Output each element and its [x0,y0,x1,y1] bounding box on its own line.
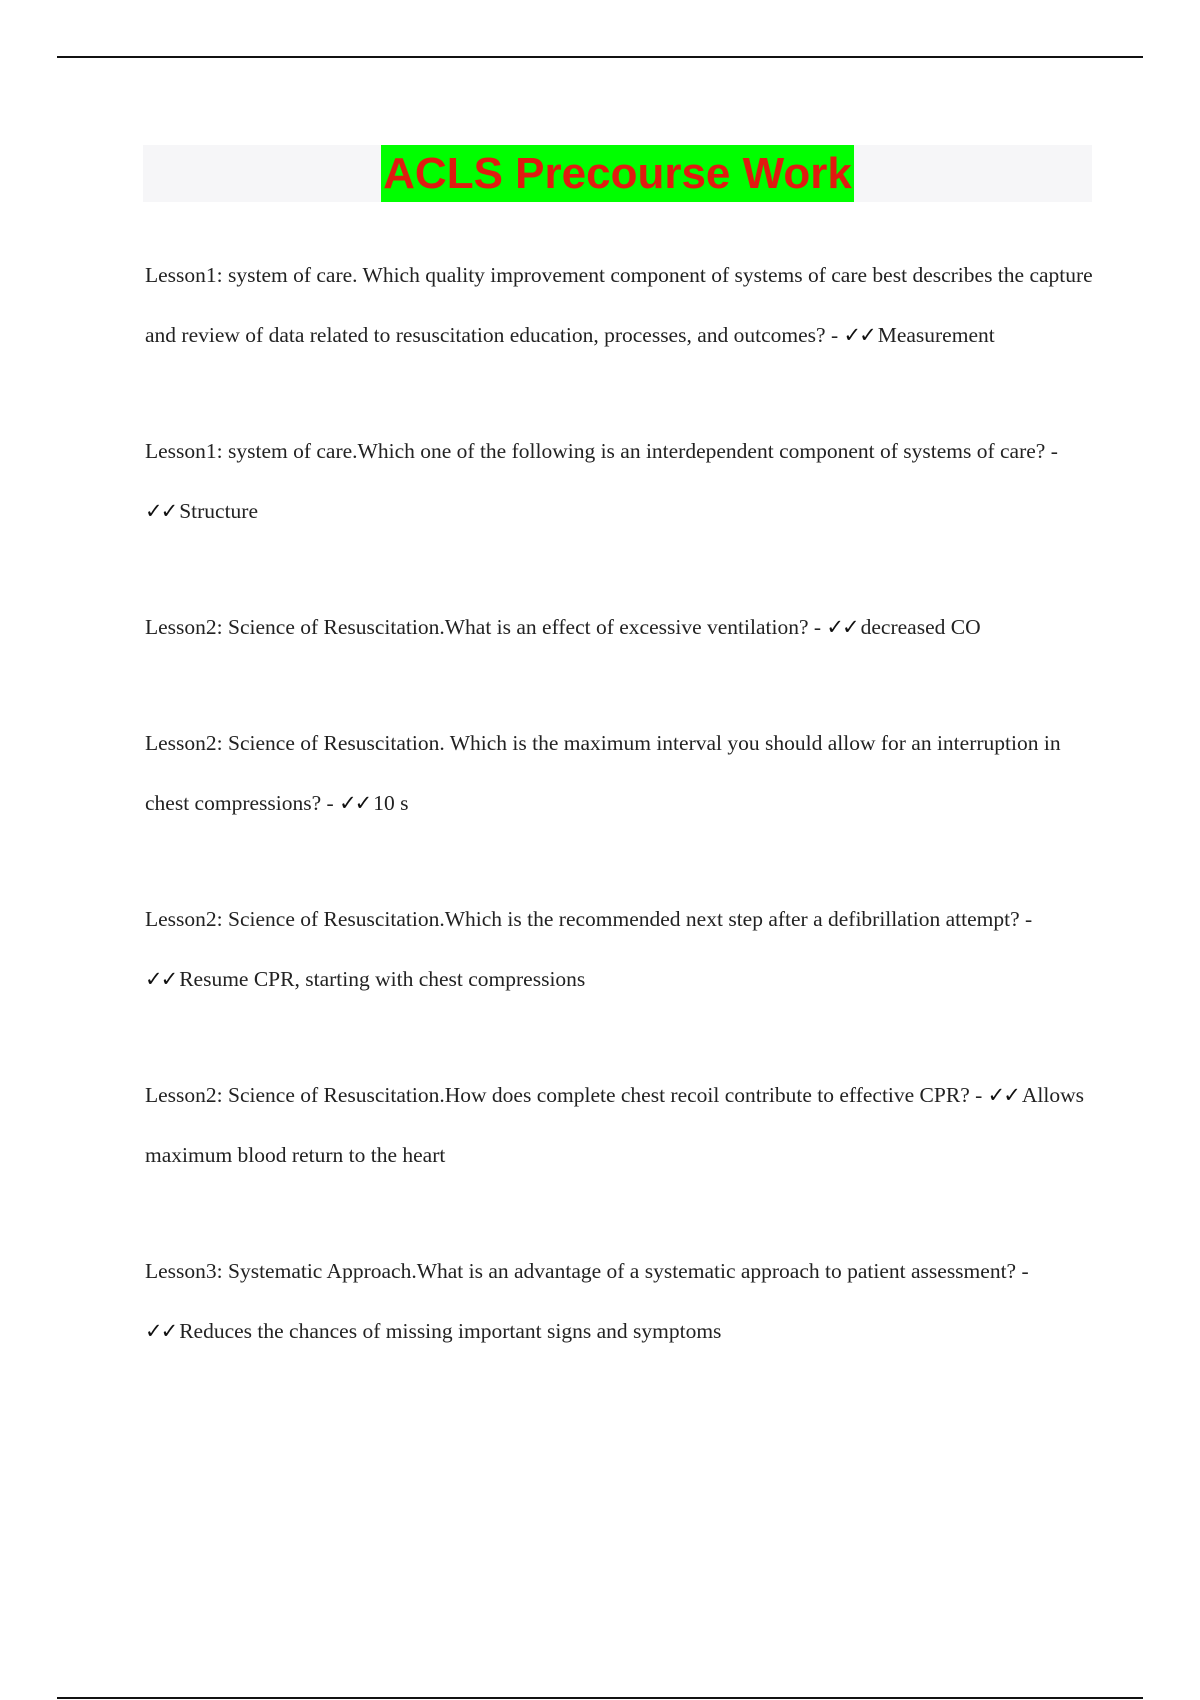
double-check-icon: ✓✓ [339,791,371,815]
separator: - [326,791,334,815]
question-text: Lesson2: Science of Resuscitation. Which is the maximum interval you should allow for an interruption in chest compressions? [145,731,1061,815]
qa-item [145,421,1095,541]
question-text: Lesson1: system of care.Which one of the following is an interdependent component of systems of care? [145,439,1046,463]
question-text: Lesson2: Science of Resuscitation.What is an effect of excessive ventilation? [145,615,809,639]
title-band [143,145,1092,202]
double-check-icon: ✓✓ [145,967,177,991]
separator: - [813,615,822,639]
separator: - [830,323,839,347]
document-title: ACLS Precourse Work [381,145,854,202]
qa-item [145,713,1095,833]
separator: - [1025,907,1033,931]
double-check-icon: ✓✓ [987,1083,1019,1107]
separator: - [975,1083,983,1107]
answer-text: 10 s [373,791,409,815]
double-check-icon: ✓✓ [826,615,858,639]
qa-item [145,597,1095,657]
double-check-icon: ✓✓ [145,499,177,523]
double-check-icon: ✓✓ [843,323,875,347]
qa-item [145,1241,1095,1361]
separator: - [1050,439,1058,463]
separator: - [1021,1259,1029,1283]
answer-text: Resume CPR, starting with chest compressions [179,967,586,991]
answer-text: decreased CO [860,615,981,639]
qa-item [145,889,1095,1009]
double-check-icon: ✓✓ [145,1319,177,1343]
question-text: Lesson3: Systematic Approach.What is an advantage of a systematic approach to patient assessment? [145,1259,1017,1283]
qa-item [145,1065,1095,1185]
bottom-rule [57,1697,1143,1699]
question-text: Lesson1: system of care. Which quality improvement component of systems of care best describes the capture and review of data related to resuscitation education, processes, and outcomes? [145,263,1093,347]
answer-text: Reduces the chances of missing important signs and symptoms [179,1319,722,1343]
question-text: Lesson2: Science of Resuscitation.Which is the recommended next step after a defibrillation attempt? [145,907,1020,931]
qa-item [145,245,1095,365]
top-rule [57,56,1143,58]
question-text: Lesson2: Science of Resuscitation.How does complete chest recoil contribute to effective CPR? [145,1083,970,1107]
answer-text: Structure [179,499,259,523]
answer-text: Allows maximum blood return to the heart [145,1083,1084,1167]
qa-list [145,245,1095,1417]
answer-text: Measurement [877,323,995,347]
